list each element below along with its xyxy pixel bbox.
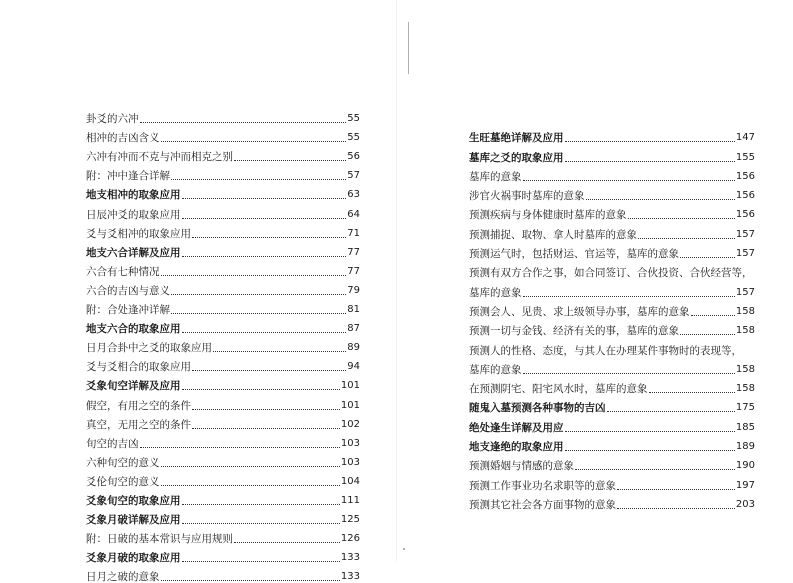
- dot-leader: [182, 217, 347, 219]
- toc-entry-title: 在预测阴宅、阳宅风水时，墓库的意象: [469, 383, 648, 396]
- dot-leader: [171, 312, 346, 314]
- dot-leader: [565, 449, 735, 451]
- dot-leader: [523, 372, 735, 374]
- dot-leader: [140, 446, 340, 448]
- toc-entry-title: 日月合卦中之爻的取象应用: [86, 342, 212, 355]
- dot-leader: [575, 468, 735, 470]
- toc-entry[interactable]: [86, 469, 360, 488]
- toc-entry[interactable]: [86, 201, 360, 220]
- toc-entry-page-number: 104: [340, 475, 360, 487]
- dot-leader: [182, 331, 347, 333]
- toc-entry[interactable]: [86, 392, 360, 411]
- toc-entry-title: 地支相冲的取象应用: [86, 189, 181, 202]
- dot-leader: [213, 350, 346, 352]
- dot-leader: [182, 503, 340, 505]
- toc-entry[interactable]: [469, 492, 755, 511]
- toc-entry-page-number: 94: [347, 361, 360, 373]
- toc-entry-title: 爻与爻相合的取象应用: [86, 361, 191, 374]
- toc-entry-title: 爻象月破详解及应用: [86, 514, 181, 527]
- toc-entry[interactable]: [86, 526, 360, 545]
- toc-entry-page-number: 156: [735, 190, 755, 202]
- toc-entry[interactable]: [469, 357, 755, 376]
- toc-entry[interactable]: [86, 373, 360, 392]
- toc-entry[interactable]: [469, 299, 755, 318]
- dot-leader: [617, 488, 735, 490]
- dot-leader: [161, 465, 340, 467]
- dot-leader: [234, 159, 346, 161]
- toc-entry-page-number: 56: [347, 151, 360, 163]
- toc-entry[interactable]: [86, 431, 360, 450]
- toc-entry[interactable]: [86, 297, 360, 316]
- toc-entry-page-number: 89: [347, 342, 360, 354]
- toc-entry[interactable]: [86, 564, 360, 583]
- toc-entry-page-number: 158: [735, 363, 755, 375]
- toc-entry[interactable]: [86, 240, 360, 259]
- scan-mark: [408, 22, 409, 74]
- toc-entry-page-number: 111: [340, 494, 360, 506]
- toc-entry[interactable]: [86, 507, 360, 526]
- toc-entry[interactable]: [86, 182, 360, 201]
- dot-leader: [680, 256, 735, 258]
- toc-entry-title: 预测捕捉、取物、拿人时墓库的意象: [469, 228, 637, 241]
- toc-entry[interactable]: [469, 144, 755, 163]
- toc-entry[interactable]: [86, 450, 360, 469]
- toc-entry[interactable]: [86, 488, 360, 507]
- toc-entry-title: 预测运气时，包括财运、官运等，墓库的意象: [469, 248, 679, 261]
- toc-entry[interactable]: [469, 472, 755, 491]
- toc-entry-title: 预测工作事业功名求职等的意象: [469, 479, 616, 492]
- dot-leader: [192, 408, 340, 410]
- dot-leader: [565, 160, 735, 162]
- toc-entry[interactable]: [86, 221, 360, 240]
- toc-entry-page-number: 158: [735, 325, 755, 337]
- dot-leader: [617, 507, 735, 509]
- toc-entry-title: 涉官火祸事时墓库的意象: [469, 190, 585, 203]
- toc-entry-page-number: 101: [340, 399, 360, 411]
- dot-leader: [565, 140, 735, 142]
- toc-entry-title: 爻象月破的取象应用: [86, 552, 181, 565]
- toc-entry[interactable]: [469, 202, 755, 221]
- toc-entry-title: 地支六合详解及应用: [86, 246, 181, 259]
- dot-leader: [171, 178, 346, 180]
- toc-entry-title: 卦爻的六冲: [86, 113, 139, 126]
- toc-entry-title: 爻伦旬空的意义: [86, 475, 160, 488]
- toc-entry-title: 预测疾病与身体健康时墓库的意象: [469, 209, 627, 222]
- toc-entry[interactable]: [86, 106, 360, 125]
- toc-entry[interactable]: [469, 125, 755, 144]
- toc-entry-title: 预测人的性格、态度，与其人在办理某件事物时的表现等，: [469, 344, 742, 357]
- toc-entry-page-number: 77: [347, 246, 360, 258]
- toc-entry[interactable]: [86, 354, 360, 373]
- toc-entry-title: 爻与爻相冲的取象应用: [86, 227, 191, 240]
- toc-entry-title: 墓库之爻的取象应用: [469, 151, 564, 164]
- toc-entry[interactable]: [469, 183, 755, 202]
- toc-entry[interactable]: [86, 259, 360, 278]
- dot-leader: [586, 198, 735, 200]
- toc-entry-page-number: 175: [735, 402, 755, 414]
- toc-entry[interactable]: [469, 260, 755, 279]
- toc-entry-page-number: 102: [340, 418, 360, 430]
- toc-entry-page-number: 197: [735, 479, 755, 491]
- dot-leader: [523, 295, 735, 297]
- toc-entry-title: 真空，无用之空的条件: [86, 418, 191, 431]
- toc-entry-page-number: 203: [735, 498, 755, 510]
- toc-entry[interactable]: [469, 376, 755, 395]
- scan-speck: [403, 548, 405, 550]
- toc-list-left: [86, 106, 360, 583]
- toc-entry[interactable]: [469, 279, 755, 298]
- toc-entry-title: 生旺墓绝详解及应用: [469, 132, 564, 145]
- dot-leader: [691, 314, 735, 316]
- toc-entry-page-number: 79: [347, 284, 360, 296]
- toc-entry-page-number: 133: [340, 552, 360, 564]
- toc-entry[interactable]: [86, 163, 360, 182]
- toc-entry-title: 墓库的意象: [469, 170, 522, 183]
- toc-entry-title: 绝处逢生详解及用应: [469, 421, 564, 434]
- toc-entry[interactable]: [86, 125, 360, 144]
- dot-leader: [161, 484, 340, 486]
- toc-entry-title: 墓库的意象: [469, 286, 522, 299]
- toc-entry-page-number: 55: [347, 113, 360, 125]
- dot-leader: [182, 522, 340, 524]
- dot-leader: [161, 274, 347, 276]
- dot-leader: [161, 579, 340, 581]
- toc-entry[interactable]: [469, 414, 755, 433]
- toc-entry[interactable]: [86, 144, 360, 163]
- toc-entry[interactable]: [469, 221, 755, 240]
- toc-entry-page-number: 157: [735, 228, 755, 240]
- toc-entry-page-number: 64: [347, 208, 360, 220]
- toc-entry-page-number: 155: [735, 151, 755, 163]
- dot-leader: [649, 391, 735, 393]
- toc-entry-title: 附：合处逢冲详解: [86, 304, 170, 317]
- toc-entry-page-number: 185: [735, 421, 755, 433]
- toc-entry-page-number: 126: [340, 533, 360, 545]
- toc-entry-title: 附：冲中逢合详解: [86, 170, 170, 183]
- toc-entry-title: 随鬼入墓预测各种事物的吉凶: [469, 402, 606, 415]
- toc-list-right: [469, 125, 755, 511]
- dot-leader: [638, 237, 735, 239]
- toc-entry-title: 日辰冲爻的取象应用: [86, 208, 181, 221]
- toc-entry-page-number: 125: [340, 514, 360, 526]
- toc-entry[interactable]: [469, 337, 755, 356]
- toc-entry-title: 地支逢绝的取象应用: [469, 441, 564, 454]
- toc-entry-title: 预测会人、见贵、求上级领导办事，墓库的意象: [469, 305, 690, 318]
- toc-entry[interactable]: [86, 316, 360, 335]
- toc-entry-page-number: 189: [735, 441, 755, 453]
- toc-entry-page-number: 55: [347, 132, 360, 144]
- toc-entry-title: 预测婚姻与情感的意象: [469, 460, 574, 473]
- toc-entry-page-number: 147: [735, 132, 755, 144]
- toc-entry-page-number: 190: [735, 460, 755, 472]
- dot-leader: [192, 369, 346, 371]
- toc-entry-page-number: 158: [735, 383, 755, 395]
- toc-entry-title: 预测有双方合作之事，如合同签订、合伙投资、合伙经营等，: [469, 267, 753, 280]
- toc-entry-page-number: 156: [735, 209, 755, 221]
- dot-leader: [628, 217, 735, 219]
- toc-entry[interactable]: [86, 335, 360, 354]
- dot-leader: [192, 427, 340, 429]
- toc-entry-title: 附：日破的基本常识与应用规则: [86, 533, 233, 546]
- toc-entry-title: 旬空的吉凶: [86, 437, 139, 450]
- toc-entry-page-number: 87: [347, 323, 360, 335]
- dot-leader: [607, 410, 735, 412]
- toc-entry-title: 墓库的意象: [469, 363, 522, 376]
- toc-entry-page-number: 57: [347, 170, 360, 182]
- toc-entry-page-number: 158: [735, 305, 755, 317]
- toc-entry-page-number: 77: [347, 265, 360, 277]
- dot-leader: [182, 388, 340, 390]
- toc-entry-page-number: 157: [735, 248, 755, 260]
- right-page: [397, 0, 793, 561]
- toc-entry-title: 六合有七种情况: [86, 265, 160, 278]
- toc-entry-title: 爻象旬空的取象应用: [86, 494, 181, 507]
- dot-leader: [140, 121, 347, 123]
- dot-leader: [234, 541, 340, 543]
- toc-entry-title: 预测其它社会各方面事物的意象: [469, 498, 616, 511]
- toc-entry[interactable]: [86, 278, 360, 297]
- toc-entry[interactable]: [469, 434, 755, 453]
- toc-entry[interactable]: [86, 545, 360, 564]
- toc-entry-title: 爻象旬空详解及应用: [86, 380, 181, 393]
- dot-leader: [565, 430, 735, 432]
- dot-leader: [182, 197, 347, 199]
- dot-leader: [161, 140, 347, 142]
- toc-entry-page-number: 103: [340, 456, 360, 468]
- dot-leader: [680, 333, 735, 335]
- toc-entry[interactable]: [469, 318, 755, 337]
- toc-entry-title: 地支六合的取象应用: [86, 323, 181, 336]
- toc-entry-title: 六种旬空的意义: [86, 456, 160, 469]
- dot-leader: [182, 255, 347, 257]
- toc-entry-page-number: 81: [347, 304, 360, 316]
- dot-leader: [171, 293, 346, 295]
- toc-entry[interactable]: [469, 241, 755, 260]
- toc-entry-page-number: 156: [735, 170, 755, 182]
- toc-entry-page-number: 101: [340, 380, 360, 392]
- toc-entry-title: 日月之破的意象: [86, 571, 160, 583]
- toc-entry-title: 假空，有用之空的条件: [86, 399, 191, 412]
- dot-leader: [523, 179, 735, 181]
- toc-entry[interactable]: [469, 453, 755, 472]
- toc-entry-title: 相冲的吉凶含义: [86, 132, 160, 145]
- toc-entry[interactable]: [469, 395, 755, 414]
- toc-entry-page-number: 133: [340, 571, 360, 583]
- toc-entry-title: 六冲有冲而不克与冲而相克之别: [86, 151, 233, 164]
- toc-entry[interactable]: [469, 164, 755, 183]
- toc-entry[interactable]: [86, 412, 360, 431]
- toc-entry-page-number: 157: [735, 286, 755, 298]
- dot-leader: [192, 236, 346, 238]
- toc-entry-page-number: 103: [340, 437, 360, 449]
- toc-entry-title: 预测一切与金钱、经济有关的事，墓库的意象: [469, 325, 679, 338]
- toc-entry-title: 六合的吉凶与意义: [86, 284, 170, 297]
- toc-entry-page-number: 71: [347, 227, 360, 239]
- toc-entry-page-number: 63: [347, 189, 360, 201]
